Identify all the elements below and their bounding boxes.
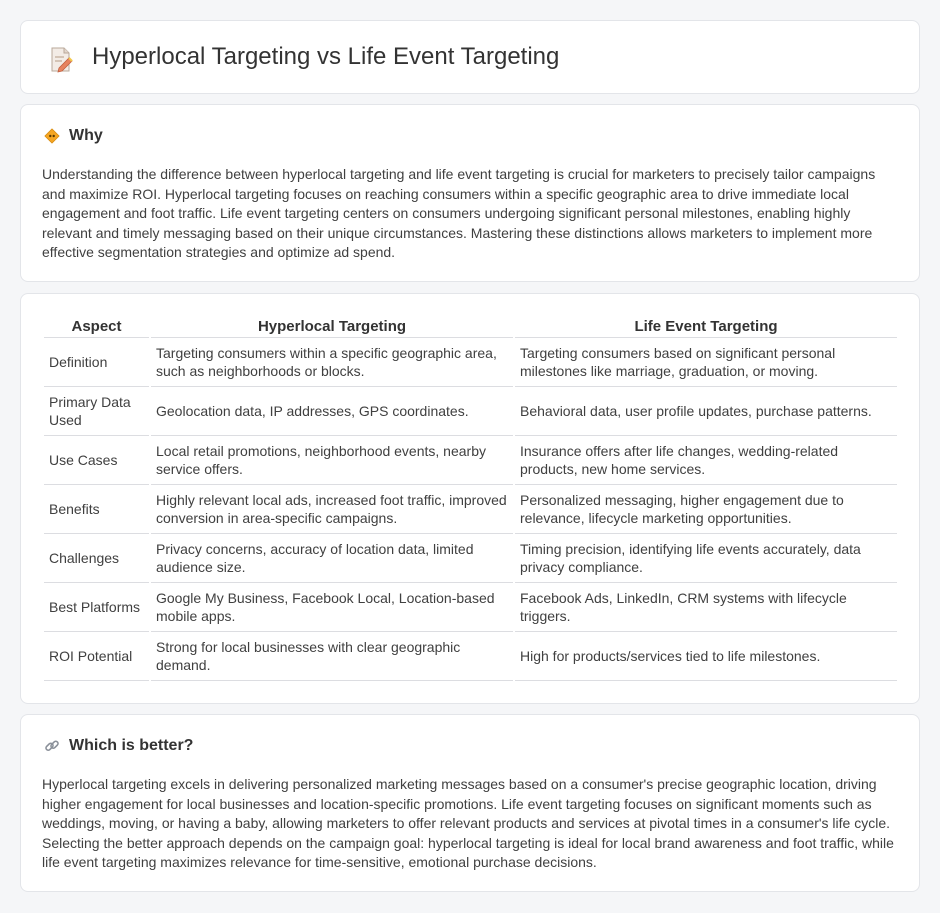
why-section (20, 104, 920, 282)
cell-aspect: ROI Potential (44, 632, 149, 681)
header-aspect: Aspect (44, 316, 149, 338)
header-hyperlocal: Hyperlocal Targeting (151, 316, 513, 338)
header-life-event: Life Event Targeting (515, 316, 897, 338)
cell-aspect: Best Platforms (44, 583, 149, 632)
cell-life-event: Insurance offers after life changes, wedding-related products, new home services. (515, 436, 897, 485)
cell-aspect: Definition (44, 338, 149, 387)
table-row (44, 534, 897, 583)
cell-hyperlocal: Strong for local businesses with clear geographic demand. (151, 632, 513, 681)
cell-aspect: Challenges (44, 534, 149, 583)
cell-life-event: Targeting consumers based on significant personal milestones like marriage, graduation, or moving. (515, 338, 897, 387)
title-card (20, 20, 920, 94)
cell-life-event: High for products/services tied to life milestones. (515, 632, 897, 681)
why-heading: Why (69, 127, 103, 144)
cell-hyperlocal: Highly relevant local ads, increased foot traffic, improved conversion in area-specific campaigns. (151, 485, 513, 534)
which-text: Hyperlocal targeting excels in delivering personalized marketing messages based on a consumer's precise geographic location, driving higher engagement for local businesses and location-specific promotions. Life event targeting focuses on significant moments such as weddings, moving, or having a baby, allowing marketers to offer relevant products and services at pivotal times in a consumer's life cycle. Selecting the better approach depends on the campaign goal: hyperlocal targeting is ideal for local brand awareness and foot traffic, while life event targeting maximizes relevance for time-sensitive, emotional purchase decisions. (42, 776, 894, 870)
table-row (44, 583, 897, 632)
cell-life-event: Facebook Ads, LinkedIn, CRM systems with lifecycle triggers. (515, 583, 897, 632)
which-heading: Which is better? (69, 737, 194, 754)
table-row (44, 436, 897, 485)
which-section (20, 714, 920, 892)
cell-life-event: Timing precision, identifying life events accurately, data privacy compliance. (515, 534, 897, 583)
why-text: Understanding the difference between hyperlocal targeting and life event targeting is crucial for marketers to precisely tailor campaigns and maximize ROI. Hyperlocal targeting focuses on reaching consumers within a specific geographic area to drive immediate local engagement and foot traffic. Life event targeting centers on consumers undergoing significant personal milestones, enabling highly relevant and timely messaging based on their unique circumstances. Mastering these distinctions allows marketers to implement more effective segmentation strategies and optimize ad spend. (42, 166, 876, 260)
cell-hyperlocal: Targeting consumers within a specific geographic area, such as neighborhoods or blocks. (151, 338, 513, 387)
table-header-row (44, 316, 897, 338)
which-heading-row (43, 736, 193, 756)
cell-life-event: Behavioral data, user profile updates, purchase patterns. (515, 387, 897, 436)
page-title: Hyperlocal Targeting vs Life Event Targeting (92, 43, 560, 70)
table-row (44, 632, 897, 681)
cell-life-event: Personalized messaging, higher engagement due to relevance, lifecycle marketing opportunities. (515, 485, 897, 534)
document-pencil-icon (49, 47, 73, 73)
why-heading-row (43, 126, 103, 146)
comparison-table-card (20, 293, 920, 704)
table-row (44, 338, 897, 387)
cell-aspect: Use Cases (44, 436, 149, 485)
comparison-table (42, 316, 899, 681)
cell-hyperlocal: Privacy concerns, accuracy of location data, limited audience size. (151, 534, 513, 583)
diamond-sign-icon (43, 127, 61, 145)
cell-hyperlocal: Google My Business, Facebook Local, Location-based mobile apps. (151, 583, 513, 632)
cell-aspect: Primary Data Used (44, 387, 149, 436)
table-row (44, 387, 897, 436)
cell-hyperlocal: Geolocation data, IP addresses, GPS coordinates. (151, 387, 513, 436)
link-icon (43, 737, 61, 755)
table-row (44, 485, 897, 534)
cell-aspect: Benefits (44, 485, 149, 534)
cell-hyperlocal: Local retail promotions, neighborhood events, nearby service offers. (151, 436, 513, 485)
